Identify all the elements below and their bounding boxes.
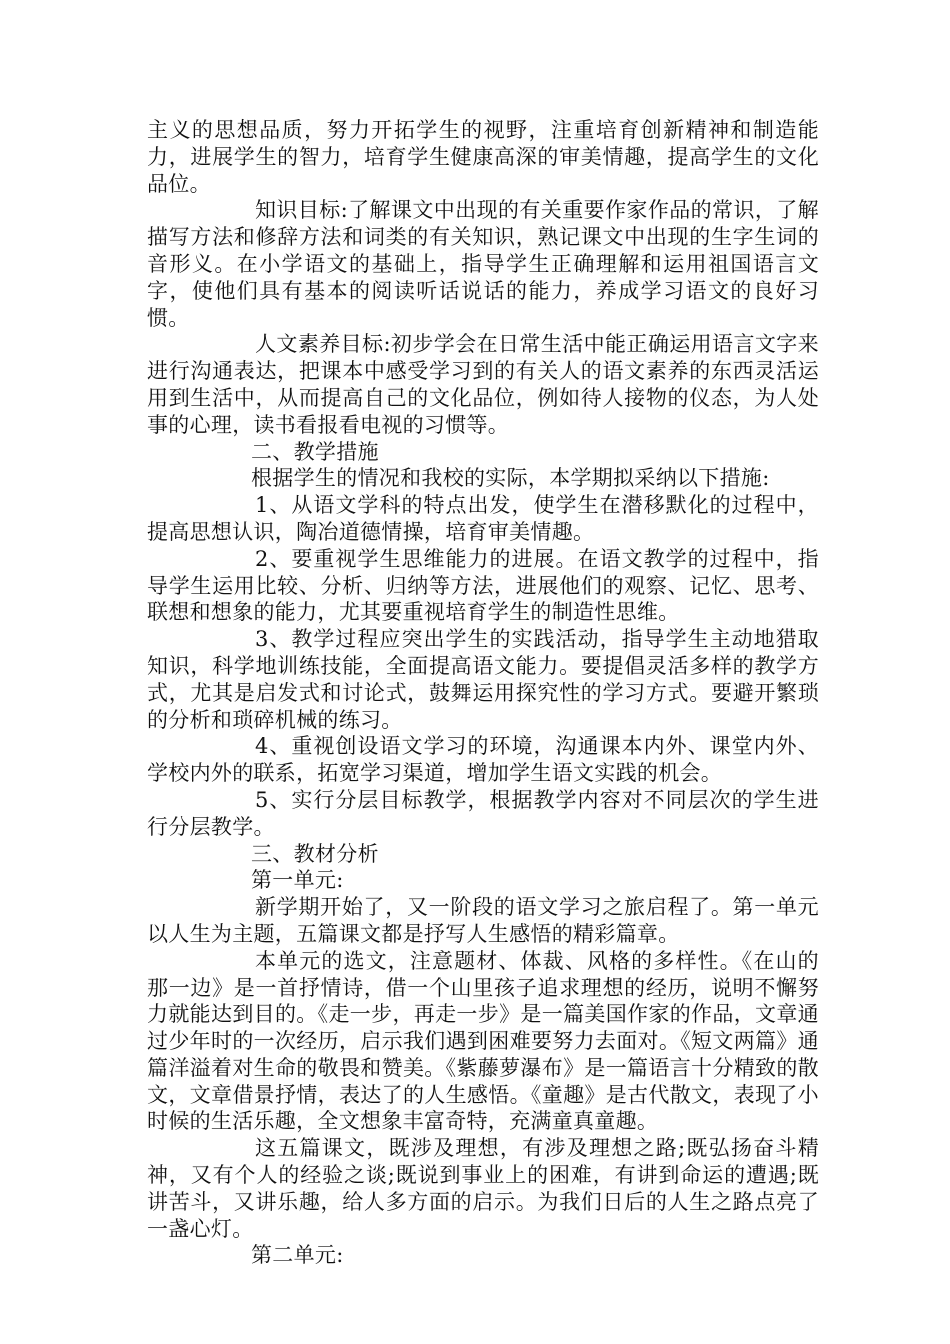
section-heading-teaching-measures: 二、教学措施 xyxy=(251,439,379,464)
paragraph-unit1-summary: 这五篇课文，既涉及理想，有涉及理想之路;既弘扬奋斗精神，又有个人的经验之谈;既说到事业上的困难，有讲到命运的遭遇;既讲苦斗，又讲乐趣，给人多方面的启示。为我们日后的人生之路点亮了一盏心灯。 xyxy=(147,1136,819,1241)
paragraph-measures-intro: 根据学生的情况和我校的实际，本学期拟采纳以下措施: xyxy=(251,466,770,491)
list-item-measure-1: 1、从语文学科的特点出发，使学生在潜移默化的过程中，提高思想认识，陶冶道德情操，培育审美情趣。 xyxy=(147,493,819,544)
unit-heading-2: 第二单元: xyxy=(251,1243,344,1268)
paragraph-humanities-goal: 人文素养目标:初步学会在日常生活中能正确运用语言文字来进行沟通表达，把课本中感受学习到的有关人的语文素养的东西灵活运用到生活中，从而提高自己的文化品位，例如待人接物的仪态，为人处事的心理，读书看报看电视的习惯等。 xyxy=(147,332,819,437)
list-item-measure-3: 3、教学过程应突出学生的实践活动，指导学生主动地猎取知识，科学地训练技能，全面提高语文能力。要提倡灵活多样的教学方式，尤其是启发式和讨论式，鼓舞运用探究性的学习方式。要避开繁琐的分析和琐碎机械的练习。 xyxy=(147,627,819,732)
list-item-measure-2: 2、要重视学生思维能力的进展。在语文教学的过程中，指导学生运用比较、分析、归纳等方法，进展他们的观察、记忆、思考、联想和想象的能力，尤其要重视培育学生的制造性思维。 xyxy=(147,546,819,625)
paragraph-unit1-selections: 本单元的选文，注意题材、体裁、风格的多样性。《在山的那一边》是一首抒情诗，借一个山里孩子追求理想的经历，说明不懈努力就能达到目的。《走一步，再走一步》是一篇美国作家的作品，文章通过少年时的一次经历，启示我们遇到困难要努力去面对。《短文两篇》通篇洋溢着对生命的敬畏和赞美。《紫藤萝瀑布》是一篇语言十分精致的散文，文章借景抒情，表达了的人生感悟。《童趣》是古代散文，表现了小时候的生活乐趣，全文想象丰富奇特，充满童真童趣。 xyxy=(147,948,819,1134)
section-heading-textbook-analysis: 三、教材分析 xyxy=(251,841,379,866)
list-item-measure-5: 5、实行分层目标教学，根据教学内容对不同层次的学生进行分层教学。 xyxy=(147,787,819,839)
paragraph-continuation: 主义的思想品质，努力开拓学生的视野，注重培育创新精神和制造能力，进展学生的智力，培育学生健康高深的审美情趣，提高学生的文化品位。 xyxy=(147,118,819,196)
document-page xyxy=(147,117,819,1269)
paragraph-knowledge-goal: 知识目标:了解课文中出现的有关重要作家作品的常识，了解描写方法和修辞方法和词类的有关知识，熟记课文中出现的生字生词的音形义。在小学语文的基础上，指导学生正确理解和运用祖国语言文字，使他们具有基本的阅读听话说话的能力，养成学习语文的良好习惯。 xyxy=(147,198,819,330)
paragraph-unit1-intro: 新学期开始了，又一阶段的语文学习之旅启程了。第一单元以人生为主题，五篇课文都是抒写人生感悟的精彩篇章。 xyxy=(147,895,819,946)
list-item-measure-4: 4、重视创设语文学习的环境，沟通课本内外、课堂内外、学校内外的联系，拓宽学习渠道，增加学生语文实践的机会。 xyxy=(147,734,819,786)
unit-heading-1: 第一单元: xyxy=(251,868,344,893)
